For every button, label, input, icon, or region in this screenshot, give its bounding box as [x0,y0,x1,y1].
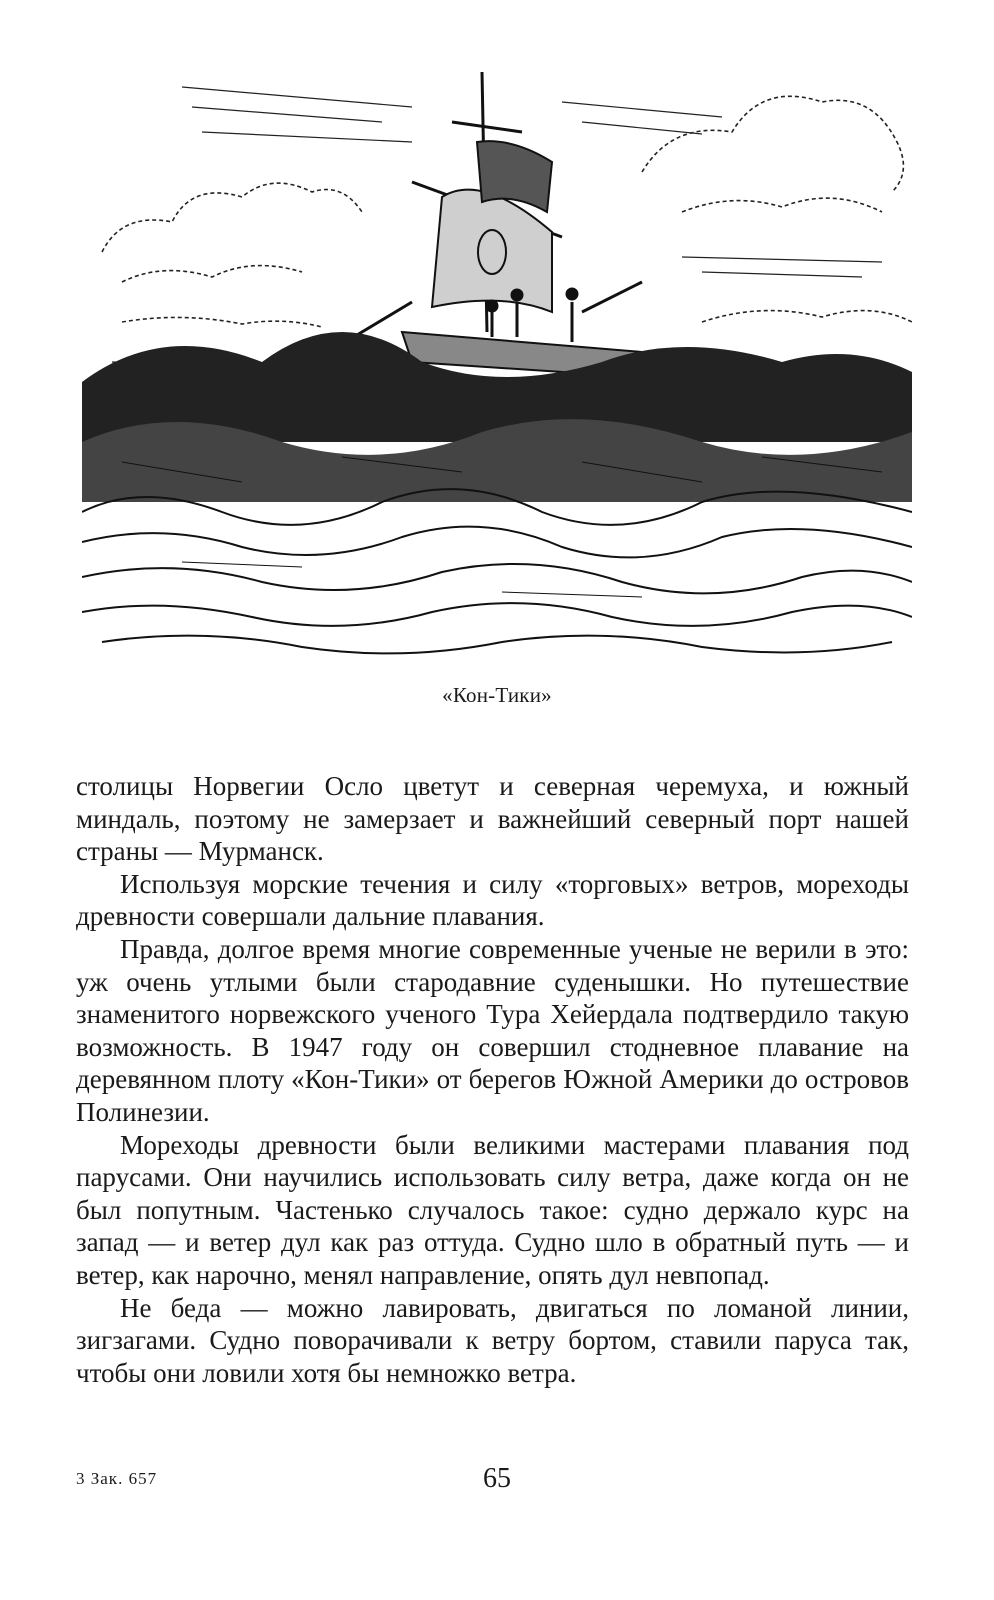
figure-caption: «Кон-Тики» [442,683,552,707]
page-number: 65 [483,1463,511,1494]
paragraph-3: Правда, долгое время многие современные ученые не верили в это: уж очень утлыми были стародавние суденышки. Но путешествие знаменитого норвежского ученого Тура Хейердала подтвердило такую возможность. В 1947 году он совершил стодневное плавание на деревянном плоту «Кон-Тики» от берегов Южной Америки до островов Полинезии. [76,933,909,1127]
paragraph-5: Не беда — можно лавировать, двигаться по ломаной линии, зигзагами. Судно поворачивали к ветру бортом, ставили паруса так, чтобы они ловили хотя бы немножко ветра. [76,1292,909,1388]
paragraph-4: Мореходы древности были великими мастерами плавания под парусами. Они научились использовать силу ветра, даже когда он не был попутным. Частенько случалось такое: судно держало курс на запад — и ветер дул как раз оттуда. Судно шло в обратный путь — и ветер, как нарочно, менял направление, опять дул невпопад. [76,1129,909,1290]
print-signature: 3 Зак. 657 [76,1469,158,1488]
kon-tiki-illustration [82,62,912,662]
body-text [76,770,909,1389]
paragraph-2: Используя морские течения и силу «торговых» ветров, мореходы древности совершали дальние плавания. [76,868,909,932]
paragraph-1: столицы Норвегии Осло цветут и северная черемуха, и южный миндаль, поэтому не замерзает и важнейший северный порт нашей страны — Мурманск. [76,771,909,867]
